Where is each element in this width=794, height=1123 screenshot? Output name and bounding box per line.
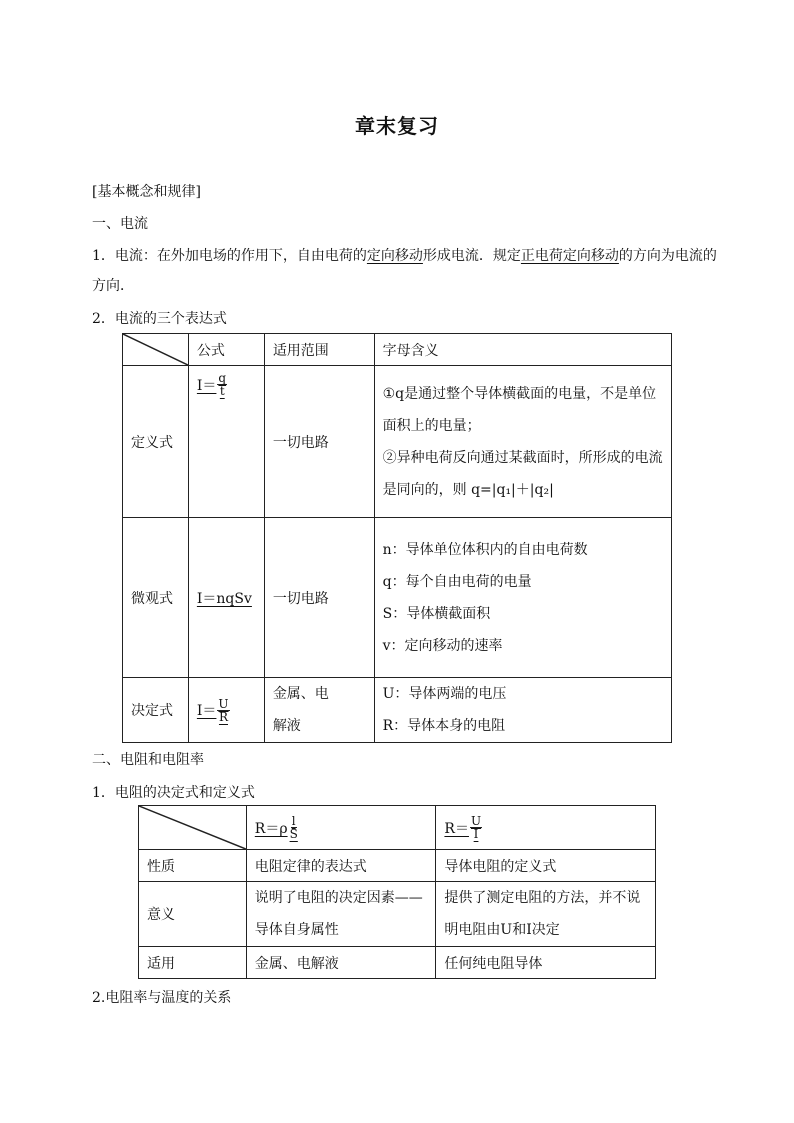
meaning-line: n：导体单位体积内的自由电荷数 — [382, 541, 588, 558]
diagonal-line-icon — [139, 806, 246, 849]
fraction — [289, 815, 299, 840]
diagonal-line-icon — [123, 334, 188, 365]
formula-resistance-definition — [444, 815, 482, 840]
table-row — [123, 678, 672, 743]
table-cell: 任何纯电阻导体 — [436, 947, 656, 979]
formula-microscopic: I＝nqSv — [196, 590, 252, 607]
scope-cell: 一切电路 — [264, 366, 374, 518]
header-resistance-law — [246, 806, 436, 850]
formula-prefix: I＝ — [196, 703, 217, 719]
cell-line: 提供了测定电阻的方法，并不说 — [444, 890, 641, 906]
scope-line: 解液 — [272, 718, 301, 734]
fraction-denominator: t — [219, 384, 225, 398]
fraction-denominator: S — [289, 827, 298, 841]
header-resistance-definition — [436, 806, 656, 850]
row-label: 决定式 — [123, 678, 189, 743]
table-cell: 导体电阻的定义式 — [436, 850, 656, 882]
paragraph-line: 方向． — [92, 278, 134, 294]
formula-cell — [188, 366, 264, 518]
text-segment: 1．电流：在外加电场的作用下，自由电荷的 — [92, 248, 367, 264]
table-row — [123, 366, 672, 518]
header-scope: 适用范围 — [264, 334, 374, 366]
meaning-line: q：每个自由电荷的电量 — [382, 573, 532, 590]
fraction-numerator: l — [291, 814, 296, 828]
text-segment: 形成电流．规定 — [422, 248, 521, 264]
subheading-expressions: 2．电流的三个表达式 — [92, 311, 227, 327]
formula-cell — [188, 678, 264, 743]
table-row — [123, 518, 672, 678]
meaning-line: ②异种电荷反向通过某截面时，所形成的电流 — [382, 449, 663, 466]
subheading-resistance-formulas: 1．电阻的决定式和定义式 — [92, 785, 255, 801]
formula-prefix: I＝ — [196, 377, 217, 394]
formula-cell — [188, 518, 264, 678]
fraction-denominator: R — [218, 709, 228, 724]
meaning-line: ①q是通过整个导体横截面的电量，不是单位 — [382, 385, 657, 402]
scope-cell — [264, 678, 374, 743]
heading-current: 一、电流 — [92, 216, 148, 232]
meaning-cell — [374, 518, 671, 678]
meaning-line: 是同向的，则 q=|q₁|＋|q₂| — [382, 481, 554, 498]
underlined-term: 定向移动 — [366, 248, 423, 264]
diagonal-header-cell — [123, 334, 189, 366]
text-segment: 的方向为电流的 — [618, 248, 717, 264]
meaning-cell — [374, 366, 671, 518]
table-cell: 金属、电解液 — [246, 947, 436, 979]
diagonal-header-cell — [139, 806, 247, 850]
meaning-line: U：导体两端的电压 — [382, 686, 507, 702]
meaning-line: R：导体本身的电阻 — [382, 718, 506, 734]
cell-line: 导体自身属性 — [254, 922, 339, 938]
meaning-line: 面积上的电量； — [382, 417, 481, 434]
page-title: 章末复习 — [355, 114, 439, 138]
fraction-denominator: I — [473, 827, 479, 841]
table-header-row — [139, 806, 656, 850]
formula-prefix: R＝ — [444, 820, 469, 837]
fraction — [217, 698, 229, 723]
section-label: [基本概念和规律] — [92, 184, 201, 200]
row-label: 性质 — [139, 850, 247, 882]
table-cell — [436, 882, 656, 947]
table-row — [139, 850, 656, 882]
table-cell — [246, 882, 436, 947]
subheading-resistivity-temperature: 2.电阻率与温度的关系 — [92, 990, 232, 1006]
fraction — [217, 372, 227, 397]
row-label: 适用 — [139, 947, 247, 979]
formula-determining — [197, 698, 230, 723]
scope-cell: 一切电路 — [264, 518, 374, 678]
header-formula: 公式 — [188, 334, 264, 366]
table-row — [139, 882, 656, 947]
table-header-row — [123, 334, 672, 366]
meaning-cell — [374, 678, 671, 743]
meaning-line: v：定向移动的速率 — [382, 637, 503, 654]
formula-resistance-law — [255, 815, 299, 840]
row-label: 意义 — [139, 882, 247, 947]
fraction — [470, 815, 482, 840]
cell-line: 明电阻由U和I决定 — [444, 922, 560, 938]
row-label: 微观式 — [123, 518, 189, 678]
cell-line: 说明了电阻的决定因素—— — [254, 890, 423, 906]
scope-line: 金属、电 — [272, 686, 329, 702]
meaning-line: S：导体横截面积 — [382, 605, 491, 622]
underlined-term: 正电荷定向移动 — [520, 248, 619, 264]
formula-prefix: R＝ρ — [254, 820, 288, 837]
fraction-numerator: U — [470, 814, 482, 828]
paragraph-current-definition — [92, 246, 732, 266]
formula-definition — [197, 372, 227, 397]
heading-resistance: 二、电阻和电阻率 — [92, 752, 204, 768]
fraction-numerator: q — [218, 371, 227, 385]
header-meaning: 字母含义 — [374, 334, 671, 366]
row-label: 定义式 — [123, 366, 189, 518]
fraction-numerator: U — [218, 696, 229, 711]
table-cell: 电阻定律的表达式 — [246, 850, 436, 882]
resistance-formulas-table — [138, 805, 656, 979]
table-row — [139, 947, 656, 979]
current-expressions-table — [122, 333, 672, 743]
